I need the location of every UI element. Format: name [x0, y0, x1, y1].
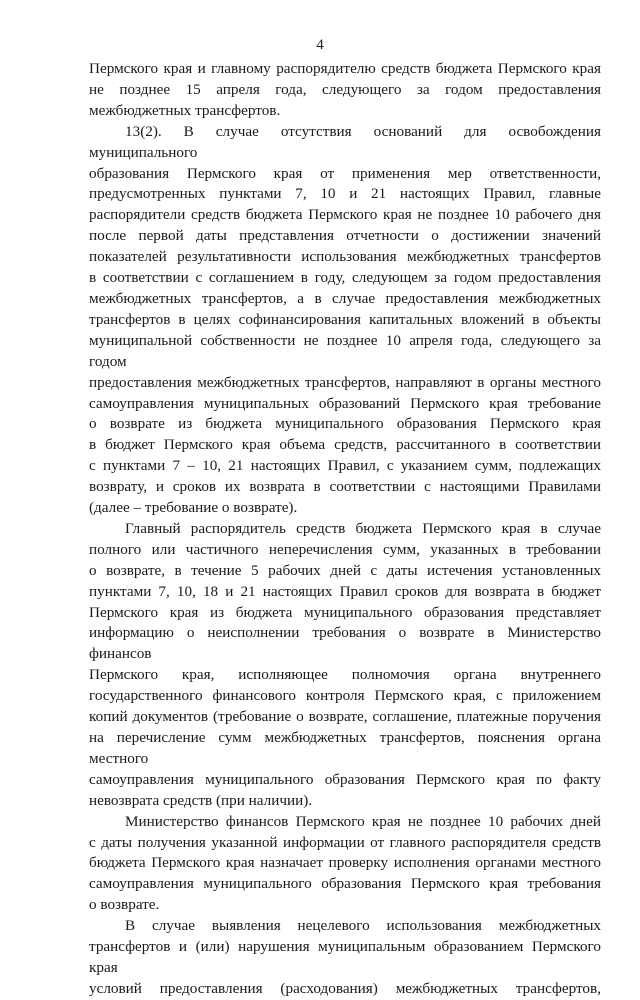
- paragraph-3-line: копий документов (требование о возврате, соглашение, платежные поручения: [89, 708, 601, 726]
- paragraph-2-line: в бюджет Пермского края объема средств, рассчитанного в соответствии: [89, 436, 601, 454]
- document-body: [89, 59, 601, 1000]
- paragraph-3-line: информацию о неисполнении требования о возврате в Министерство финансов: [89, 624, 601, 663]
- paragraph-2-line: (далее – требование о возврате).: [89, 499, 298, 517]
- page-number: 4: [316, 37, 324, 53]
- paragraph-2-line: возврату, и сроков их возврата в соответствии с настоящими Правилами: [89, 478, 601, 496]
- paragraph-3-line: полного или частичного неперечисления сумм, указанных в требовании: [89, 540, 601, 558]
- paragraph-3-line: Пермского края из бюджета муниципального образования представляет: [89, 603, 601, 621]
- paragraph-1-line: межбюджетных трансфертов.: [89, 101, 281, 119]
- paragraph-4-line: о возврате.: [89, 896, 160, 914]
- paragraph-3-line: на перечисление сумм межбюджетных трансфертов, пояснения органа местного: [89, 729, 601, 767]
- paragraph-2-line: муниципальной собственности не позднее 10 апреля года, следующего за годом: [89, 331, 601, 370]
- paragraph-3-line: невозврата средств (при наличии).: [89, 791, 313, 809]
- paragraph-1-line: не позднее 15 апреля года, следующего за годом предоставления: [89, 80, 601, 98]
- paragraph-4-line: бюджета Пермского края назначает проверку исполнения органами местного: [89, 854, 601, 872]
- paragraph-2-line: о возврате из бюджета муниципального образования Пермского края: [89, 415, 601, 433]
- paragraph-3-line: государственного финансового контроля Пермского края, с приложением: [89, 687, 601, 705]
- paragraph-3-line: Пермского края, исполняющее полномочия органа внутреннего: [89, 666, 601, 684]
- paragraph-2-line: в соответствии с соглашением в году, следующем за годом предоставления: [89, 269, 601, 287]
- paragraph-2-line: предоставления межбюджетных трансфертов, направляют в органы местного: [89, 373, 601, 391]
- paragraph-3-line: Главный распорядитель средств бюджета Пермского края в случае: [125, 519, 601, 537]
- paragraph-4-line: самоуправления муниципального образования Пермского края требования: [89, 875, 601, 893]
- paragraph-2-line: показателей результативности использования межбюджетных трансфертов: [89, 248, 601, 266]
- paragraph-1-line: Пермского края и главному распорядителю средств бюджета Пермского края: [89, 60, 601, 77]
- paragraph-2-line: межбюджетных трансфертов, а в случае предоставления межбюджетных: [89, 289, 601, 307]
- paragraph-2-line: с пунктами 7 – 10, 21 настоящих Правил, с указанием сумм, подлежащих: [89, 457, 601, 475]
- paragraph-5-line: трансфертов и (или) нарушения муниципальным образованием Пермского края: [89, 938, 601, 976]
- paragraph-2-line: 13(2). В случае отсутствия оснований для освобождения муниципального: [89, 122, 601, 161]
- paragraph-2-line: предусмотренных пунктами 7, 10 и 21 настоящих Правил, главные: [89, 185, 601, 203]
- paragraph-4-line: Министерство финансов Пермского края не позднее 10 рабочих дней: [125, 812, 601, 830]
- paragraph-2-line: распорядители средств бюджета Пермского края не позднее 10 рабочего дня: [89, 206, 601, 224]
- paragraph-2-line: после первой даты представления отчетности о достижении значений: [89, 227, 601, 245]
- paragraph-5-line: В случае выявления нецелевого использования межбюджетных: [125, 917, 601, 935]
- paragraph-2-line: самоуправления муниципальных образований Пермского края требование: [89, 394, 601, 412]
- paragraph-3-line: самоуправления муниципального образования Пермского края по факту: [89, 770, 601, 788]
- paragraph-3-line: о возврате, в течение 5 рабочих дней с даты истечения установленных: [89, 561, 601, 579]
- paragraph-2-line: трансфертов в целях софинансирования капитальных вложений в объекты: [89, 310, 601, 328]
- paragraph-2-line: образования Пермского края от применения мер ответственности,: [89, 164, 601, 182]
- paragraph-5-line: условий предоставления (расходования) межбюджетных трансфертов,: [89, 979, 601, 997]
- paragraph-3-line: пунктами 7, 10, 18 и 21 настоящих Правил сроков для возврата в бюджет: [89, 582, 601, 600]
- paragraph-4-line: с даты получения указанной информации от главного распорядителя средств: [89, 833, 601, 851]
